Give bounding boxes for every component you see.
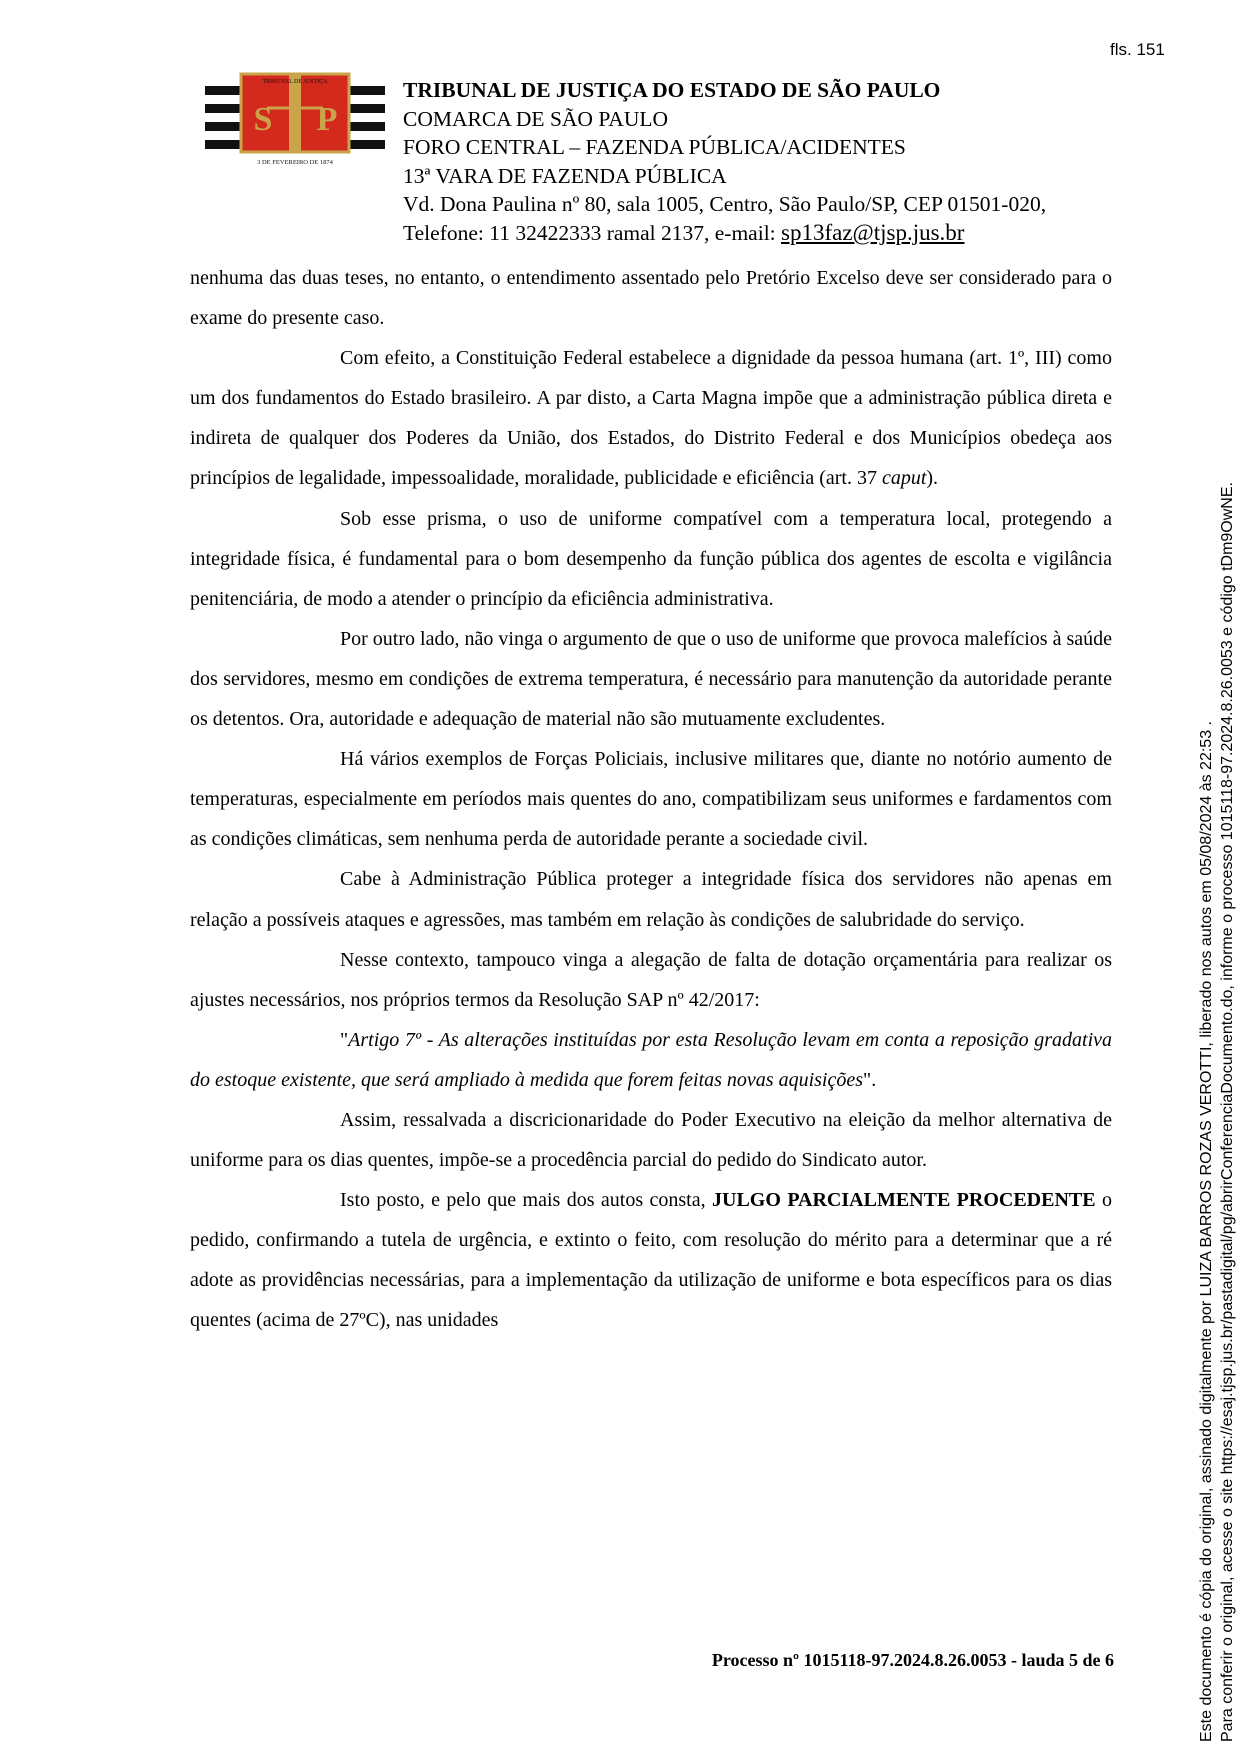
paragraph-9: Isto posto, e pelo que mais dos autos consta, JULGO PARCIALMENTE PROCEDENTE o pedido, confirmando a tutela de urgência, e extinto o feito, com resolução do mérito para a determinar que a ré adote as providências necessárias, para a implementação da utilização de uniforme e bota específicos para os dias quentes (acima de 27ºC), nas unidades [190,1189,1112,1332]
page-number: fls. 151 [1110,40,1165,59]
legal-quote: "Artigo 7º - As alterações instituídas por esta Resolução levam em conta a reposição gradativa do estoque existente, que será ampliado à medida que forem feitas novas aquisições". [190,1028,1112,1091]
paragraph-7: Nesse contexto, tampouco vinga a alegação de falta de dotação orçamentária para realizar os ajustes necessários, nos próprios termos da Resolução SAP nº 42/2017: [190,948,1112,1011]
process-number: Processo nº 1015118-97.2024.8.26.0053 [711,1650,1007,1670]
court-header [403,76,1123,248]
paragraph-4: Por outro lado, não vinga o argumento de que o uso de uniforme que provoca malefícios à saúde dos servidores, mesmo em condições de extrema temperatura, é necessário para manutenção da autoridade perante os detentos. Ora, autoridade e adequação de material não são mutuamente excludentes. [190,627,1112,731]
authentication-line-1: Este documento é cópia do original, assinado digitalmente por LUIZA BARROS ROZAS VEROTTI, liberado nos autos em 05/08/2024 às 22:53 . [1198,721,1215,1742]
document-body [190,258,1112,1341]
authentication-note [1196,262,1238,1742]
paragraph-5: Há vários exemplos de Forças Policiais, inclusive militares que, diante no notório aumento de temperaturas, especialmente em períodos mais quentes do ano, compatibilizam seus uniformes e fardamentos com as condições climáticas, sem nenhuma perda de autoridade perante a sociedade civil. [190,748,1112,851]
page-footer: Processo nº 1015118-97.2024.8.26.0053 - lauda 5 de 6 [711,1650,1114,1670]
court-logo [205,72,385,172]
paragraph-6: Cabe à Administração Pública proteger a integridade física dos servidores não apenas em relação a possíveis ataques e agressões, mas também em relação às condições de salubridade do serviço. [190,868,1112,931]
authentication-line-2: Para conferir o original, acesse o site https://esaj.tjsp.jus.br/pastadigital/pg/abrirConferenciaDocumento.do, informe o processo 1015118-97.2024.8.26.0053 e código tDm9OwNE. [1219,482,1236,1742]
logo-letter-s: S [253,101,273,138]
paragraph-2: Com efeito, a Constituição Federal estabelece a dignidade da pessoa humana (art. 1º, III) como um dos fundamentos do Estado brasileiro. A par disto, a Carta Magna impõe que a administração pública direta e indireta de qualquer dos Poderes da União, dos Estados, do Distrito Federal e dos Municípios obedeça aos princípios de legalidade, impessoalidade, moralidade, publicidade e eficiência (art. 37 caput). [190,347,1112,490]
paragraph-1: nenhuma das duas teses, no entanto, o entendimento assentado pelo Pretório Excelso deve ser considerado para o exame do presente caso. [190,267,1112,330]
ruling-text: JULGO PARCIALMENTE PROCEDENTE [712,1189,1096,1212]
vara: 13ª VARA DE FAZENDA PÚBLICA [403,163,727,188]
contact-line [403,219,1123,248]
foro: FORO CENTRAL – FAZENDA PÚBLICA/ACIDENTES [403,135,906,160]
comarca: COMARCA DE SÃO PAULO [403,106,669,131]
paragraph-3: Sob esse prisma, o uso de uniforme compatível com a temperatura local, protegendo a integridade física, é fundamental para o bom desempenho da função pública dos agentes de escolta e vigilância penitenciária, de modo a atender o princípio da eficiência administrativa. [190,507,1112,610]
caput-term: caput [881,467,927,490]
phone-text: Telefone: 11 32422333 ramal 2137, e-mail: [403,220,782,245]
logo-letter-p: P [316,101,338,138]
logo-bottom-text: 3 DE FEVEREIRO DE 1874 [257,159,333,166]
paragraph-8: Assim, ressalvada a discricionaridade do Poder Executivo na eleição da melhor alternativa de uniforme para os dias quentes, impõe-se a procedência parcial do pedido do Sindicato autor. [190,1108,1112,1172]
court-name: TRIBUNAL DE JUSTIÇA DO ESTADO DE SÃO PAULO [403,78,941,102]
page-count: lauda 5 de 6 [1021,1650,1114,1670]
logo-top-text: TRIBUNAL DE JUSTIÇA [262,79,328,85]
address: Vd. Dona Paulina nº 80, sala 1005, Centro, São Paulo/SP, CEP 01501-020, [403,192,1047,217]
email-link[interactable]: sp13faz@tjsp.jus.br [781,219,965,245]
